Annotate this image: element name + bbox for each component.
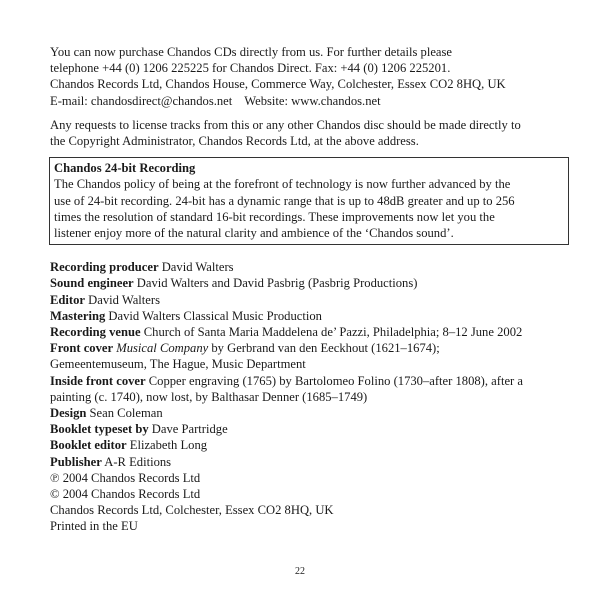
credit-label: Front cover (50, 341, 114, 356)
booklet-page (50, 44, 570, 535)
artwork-title: Musical Company (116, 341, 209, 356)
publisher-address: Chandos Records Ltd, Colchester, Essex CO2 8HQ, UK (50, 503, 334, 518)
credit-booklet-editor (50, 437, 570, 453)
contact-email: E-mail: chandosdirect@chandos.net (50, 93, 233, 108)
license-line-1: Any requests to license tracks from this or any other Chandos disc should be made directly to (50, 117, 521, 132)
credit-design (50, 405, 570, 421)
credit-value: Dave Partridge (148, 422, 228, 437)
contact-web-line (50, 93, 570, 109)
credit-value: A-R Editions (101, 454, 172, 469)
credit-mastering (50, 308, 570, 324)
credit-label: Sound engineer (50, 276, 134, 291)
credit-label: Design (50, 406, 87, 421)
box-line-2: use of 24-bit recording. 24-bit has a dynamic range that is up to 48dB greater and up to 256 (54, 193, 515, 208)
credit-publisher (50, 454, 570, 470)
credit-venue (50, 324, 570, 340)
credit-value: David Walters and David Pasbrig (Pasbrig Productions) (133, 276, 418, 291)
contact-line-1: You can now purchase Chandos CDs directly from us. For further details please (50, 45, 452, 59)
credit-label: Recording venue (50, 325, 141, 340)
box-line-1: The Chandos policy of being at the forefront of technology is now further advanced by the (54, 177, 511, 192)
page-number: 22 (295, 566, 305, 577)
credit-label: Recording producer (50, 260, 159, 275)
printed-notice: Printed in the EU (50, 519, 138, 534)
credit-typeset (50, 421, 570, 437)
box-line-4: listener enjoy more of the natural clarity and ambience of the ‘Chandos sound’. (54, 226, 454, 241)
credit-label: Inside front cover (50, 373, 146, 388)
credit-front-cover (50, 340, 570, 356)
credit-value: Church of Santa Maria Maddelena de’ Pazzi, Philadelphia; 8–12 June 2002 (140, 325, 523, 340)
license-paragraph (50, 117, 570, 149)
recording-info-box (49, 157, 569, 245)
box-title: Chandos 24-bit Recording (54, 161, 196, 176)
credit-inside-cover (50, 373, 570, 389)
contact-paragraph (50, 44, 570, 109)
box-line-3: times the resolution of standard 16-bit recordings. These improvements now let you the (54, 209, 495, 224)
credit-label: Editor (50, 292, 85, 307)
phonogram-notice: ℗ 2004 Chandos Records Ltd (50, 470, 201, 485)
license-line-2: the Copyright Administrator, Chandos Records Ltd, at the above address. (50, 134, 419, 149)
contact-address: Chandos Records Ltd, Chandos House, Commerce Way, Colchester, Essex CO2 8HQ, UK (50, 77, 506, 92)
credit-label: Publisher (50, 454, 102, 469)
contact-website: Website: www.chandos.net (244, 93, 381, 108)
credit-label: Booklet typeset by (50, 422, 149, 437)
contact-line-2: telephone +44 (0) 1206 225225 for Chandos Direct. Fax: +44 (0) 1206 225201. (50, 61, 451, 76)
credits-list (50, 259, 570, 534)
credit-value: by Gerbrand van den Eeckhout (1621–1674); (208, 341, 440, 356)
credit-producer (50, 259, 570, 275)
credit-label: Mastering (50, 308, 106, 323)
credit-value: David Walters Classical Music Production (105, 308, 322, 323)
credit-inside-cover-line-2: painting (c. 1740), now lost, by Balthasar Denner (1685–1749) (50, 389, 368, 404)
credit-value: Elizabeth Long (126, 438, 208, 453)
credit-engineer (50, 275, 570, 291)
credit-editor (50, 292, 570, 308)
credit-label: Booklet editor (50, 438, 127, 453)
credit-value: Sean Coleman (86, 406, 163, 421)
copyright-notice: © 2004 Chandos Records Ltd (50, 487, 201, 502)
credit-value: David Walters (84, 292, 160, 307)
credit-front-cover-line-2: Gemeentemuseum, The Hague, Music Department (50, 357, 306, 372)
credit-value: Copper engraving (1765) by Bartolomeo Folino (1730–after 1808), after a (145, 373, 523, 388)
credit-value: David Walters (158, 260, 234, 275)
